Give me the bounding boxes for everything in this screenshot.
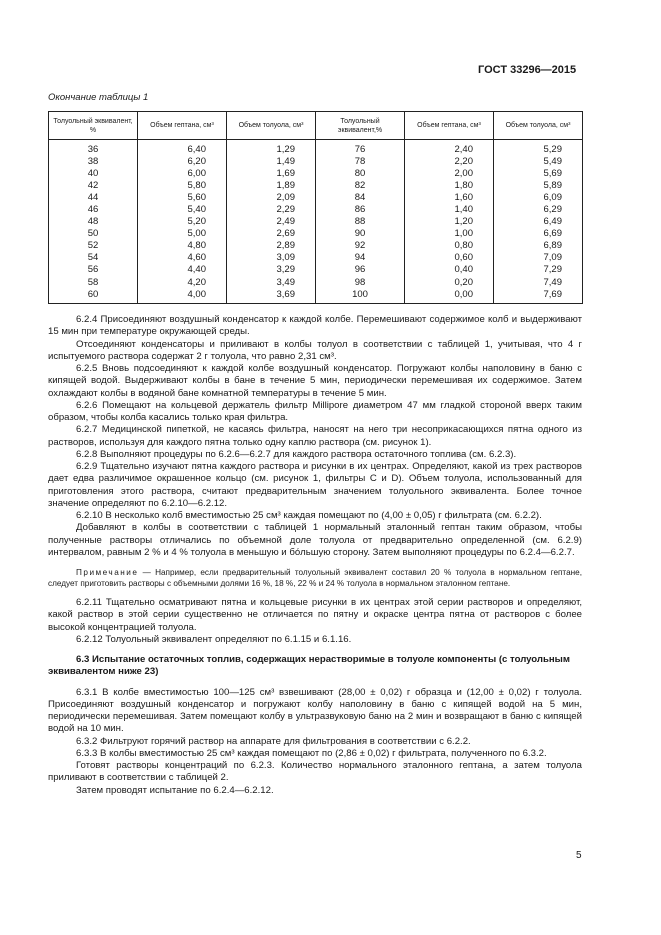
- table-cell: 0,80: [405, 240, 494, 252]
- table-cell: 3,69: [227, 289, 316, 304]
- note: [48, 567, 582, 589]
- paragraph-6-2-5: 6.2.5 Вновь подсоединяют к каждой колбе воздушный конденсатор. Погружают колбы наполовину в баню с кипящей водой. Выдерживают колбы в бане в течение 5 мин, периодически перемешивая их содержимое. Затем охлаждают колбы в водяной бане комнатной температуры в течение 5 мин.: [48, 363, 582, 399]
- table-row: [49, 156, 583, 168]
- column-header: Толуольный эквивалент,%: [316, 112, 405, 140]
- section-heading-6-3: 6.3 Испытание остаточных топлив, содержащих нерастворимые в толуоле компоненты (с толуольным эквивалентом ниже 23): [48, 654, 570, 678]
- table-cell: 2,20: [405, 156, 494, 168]
- table-header-row: [49, 112, 583, 140]
- table-cell: 6,89: [494, 240, 583, 252]
- table-cell: 5,29: [494, 140, 583, 157]
- table-cell: 5,69: [494, 168, 583, 180]
- table-cell: 6,49: [494, 216, 583, 228]
- table-cell: 5,20: [138, 216, 227, 228]
- table-cell: 1,49: [227, 156, 316, 168]
- table-cell: 84: [316, 192, 405, 204]
- table-cell: 1,69: [227, 168, 316, 180]
- table-cell: 6,09: [494, 192, 583, 204]
- table-row: [49, 180, 583, 192]
- table-cell: 80: [316, 168, 405, 180]
- paragraph-6-2-4: 6.2.4 Присоединяют воздушный конденсатор к каждой колбе. Перемешивают содержимое колб и выдерживают 15 мин при температуре окружающей среды.: [48, 314, 582, 338]
- table-cell: 4,00: [138, 289, 227, 304]
- table-cell: 94: [316, 252, 405, 264]
- table-cell: 82: [316, 180, 405, 192]
- table-cell: 2,40: [405, 140, 494, 157]
- table-cell: 0,40: [405, 264, 494, 276]
- table-cell: 0,00: [405, 289, 494, 304]
- paragraph-6-3-3: 6.3.3 В колбы вместимостью 25 см³ каждая помещают по (2,86 ± 0,02) г фильтрата, полученного по 6.3.2.: [76, 747, 547, 759]
- table-cell: 3,49: [227, 277, 316, 289]
- table-cell: 38: [49, 156, 138, 168]
- column-header: Объем гептана, см³: [405, 112, 494, 140]
- paragraph-6-3-1: 6.3.1 В колбе вместимостью 100—125 см³ взвешивают (28,00 ± 0,02) г образца и (12,00 ± 0,02) г толуола. Присоединяют воздушный конденсатор и погружают колбу наполовину в баню с кипящей водой на 5 мин, периодически перемешивая. Затем помещают колбу в ультразвуковую баню на 2 мин и возвращают в баню с кипящей водой на 10 мин.: [48, 686, 582, 735]
- column-header: Объем толуола, см³: [227, 112, 316, 140]
- note-text: — Например, если предварительный толуольный эквивалент составил 20 % толуола в нормальном гептане, следует приготовить растворы с объемными долями 16 %, 18 %, 22 % и 24 % толуола в нормальном эталонном гептане.: [48, 568, 582, 588]
- table-row: [49, 168, 583, 180]
- paragraph-6-2-10: 6.2.10 В несколько колб вместимостью 25 см³ каждая помещают по (4,00 ± 0,05) г фильтрата (см. 6.2.2).: [76, 510, 542, 521]
- table-cell: 44: [49, 192, 138, 204]
- table-cell: 4,40: [138, 264, 227, 276]
- table-cell: 2,09: [227, 192, 316, 204]
- table-cell: 96: [316, 264, 405, 276]
- table-cell: 5,49: [494, 156, 583, 168]
- table-cell: 86: [316, 204, 405, 216]
- table-cell: 5,00: [138, 228, 227, 240]
- table-cell: 54: [49, 252, 138, 264]
- column-header: Объем толуола, см³: [494, 112, 583, 140]
- paragraph-6-2-8: 6.2.8 Выполняют процедуры по 6.2.6—6.2.7 для каждого раствора остаточного топлива (см. 6.2.3).: [76, 448, 517, 460]
- table-cell: 4,60: [138, 252, 227, 264]
- table-cell: 6,40: [138, 140, 227, 157]
- table-cell: 5,80: [138, 180, 227, 192]
- table-cell: 48: [49, 216, 138, 228]
- table-cell: 42: [49, 180, 138, 192]
- table-cell: 46: [49, 204, 138, 216]
- table-cell: 4,20: [138, 277, 227, 289]
- document-body: [48, 314, 582, 797]
- table-cell: 40: [49, 168, 138, 180]
- table-cell: 36: [49, 140, 138, 157]
- table-cell: 1,29: [227, 140, 316, 157]
- table-cell: 1,00: [405, 228, 494, 240]
- paragraph-6-2-9: 6.2.9 Тщательно изучают пятна каждого раствора и рисунки в их центрах. Определяют, какой из трех растворов дает едва различимое окрашенное кольцо (см. рисунок 1, фильтры С и D). Объем толуола, использованный для приготовления этого раствора, считают предварительным значением толуольного эквивалента. Более точное значение определяют по 6.2.10—6.2.12.: [48, 461, 582, 509]
- table-row: [49, 289, 583, 304]
- table-cell: 56: [49, 264, 138, 276]
- table-cell: 5,40: [138, 204, 227, 216]
- table-row: [49, 252, 583, 264]
- paragraph-6-3-3-final: Затем проводят испытание по 6.2.4—6.2.12.: [76, 784, 274, 796]
- table-row: [49, 264, 583, 276]
- table-cell: 6,20: [138, 156, 227, 168]
- table-cell: 1,40: [405, 204, 494, 216]
- table-row: [49, 140, 583, 157]
- table-row: [49, 240, 583, 252]
- table-cell: 4,80: [138, 240, 227, 252]
- table-cell: 2,29: [227, 204, 316, 216]
- table-cell: 5,60: [138, 192, 227, 204]
- table-cell: 78: [316, 156, 405, 168]
- table-cell: 60: [49, 289, 138, 304]
- table-cell: 0,20: [405, 277, 494, 289]
- table-cell: 100: [316, 289, 405, 304]
- table-cell: 7,29: [494, 264, 583, 276]
- table-row: [49, 192, 583, 204]
- table-cell: 0,60: [405, 252, 494, 264]
- data-table: [48, 111, 583, 304]
- table-cell: 98: [316, 277, 405, 289]
- table-cell: 92: [316, 240, 405, 252]
- paragraph-6-2-11: 6.2.11 Тщательно осматривают пятна и кольцевые рисунки в их центрах этой серии растворов и определяют, какой раствор в этой серии существенно не отличается по пятну и окраске центра пятна от растворов с более высокой концентрацией толуола.: [48, 597, 582, 633]
- column-header: Толуольный эквивалент, %: [49, 112, 138, 140]
- table-row: [49, 277, 583, 289]
- paragraph-6-2-4-continued: Отсоединяют конденсаторы и приливают в колбы толуол в соответствии с таблицей 1, учитывая, что 4 г испытуемого раствора содержат 2 г толуола, что равно 2,31 см³.: [48, 338, 582, 362]
- table-row: [49, 228, 583, 240]
- table-cell: 3,29: [227, 264, 316, 276]
- paragraph-6-2-10-continued: Добавляют в колбы в соответствии с таблицей 1 нормальный эталонный гептан таким образом, чтобы полученные растворы отличались по объемной доле толуола от предварительно определенной (см. 6.2.9) интервалом, равным 2 % и 4 % толуола в меньшую и бо́льшую сторону. Затем выполняют процедуры по 6.2.4—6.2.7.: [48, 522, 582, 558]
- table-cell: 88: [316, 216, 405, 228]
- table-cell: 52: [49, 240, 138, 252]
- page-number: 5: [576, 850, 582, 861]
- table-caption: Окончание таблицы 1: [48, 92, 149, 103]
- table-cell: 1,89: [227, 180, 316, 192]
- document-code: ГОСТ 33296—2015: [478, 64, 577, 76]
- table-cell: 58: [49, 277, 138, 289]
- table-cell: 7,09: [494, 252, 583, 264]
- note-label: Примечание: [76, 568, 139, 577]
- paragraph-6-2-7: 6.2.7 Медицинской пипеткой, не касаясь фильтра, наносят на него три несоприкасающихся пятна одного из растворов, используя для каждого пятна только одну каплю раствора (см. рисунок 1).: [48, 424, 582, 448]
- table-cell: 7,69: [494, 289, 583, 304]
- table-cell: 3,09: [227, 252, 316, 264]
- paragraph-6-3-3-continued: Готовят растворы концентраций по 6.2.3. Количество нормального эталонного гептана, а затем толуола приливают в соответствии с таблицей 2.: [48, 760, 582, 784]
- table-cell: 6,29: [494, 204, 583, 216]
- table-cell: 1,20: [405, 216, 494, 228]
- table-cell: 6,00: [138, 168, 227, 180]
- table-cell: 7,49: [494, 277, 583, 289]
- table-cell: 2,69: [227, 228, 316, 240]
- table-body: [49, 140, 583, 304]
- table-cell: 90: [316, 228, 405, 240]
- table-cell: 2,00: [405, 168, 494, 180]
- table-cell: 6,69: [494, 228, 583, 240]
- table-cell: 1,60: [405, 192, 494, 204]
- table-cell: 5,89: [494, 180, 583, 192]
- paragraph-6-2-12: 6.2.12 Толуольный эквивалент определяют по 6.1.15 и 6.1.16.: [76, 633, 352, 645]
- paragraph-6-3-2: 6.3.2 Фильтруют горячий раствор на аппарате для фильтрования в соответствии с 6.2.2.: [76, 735, 471, 747]
- table-row: [49, 204, 583, 216]
- column-header: Объем гептана, см³: [138, 112, 227, 140]
- table-cell: 2,89: [227, 240, 316, 252]
- table-cell: 50: [49, 228, 138, 240]
- table-cell: 1,80: [405, 180, 494, 192]
- paragraph-6-2-6: 6.2.6 Помещают на кольцевой держатель фильтр Millipore диаметром 47 мм гладкой стороной вверх таким образом, чтобы колба касались только края фильтра.: [48, 399, 582, 423]
- table-row: [49, 216, 583, 228]
- table-cell: 76: [316, 140, 405, 157]
- table-cell: 2,49: [227, 216, 316, 228]
